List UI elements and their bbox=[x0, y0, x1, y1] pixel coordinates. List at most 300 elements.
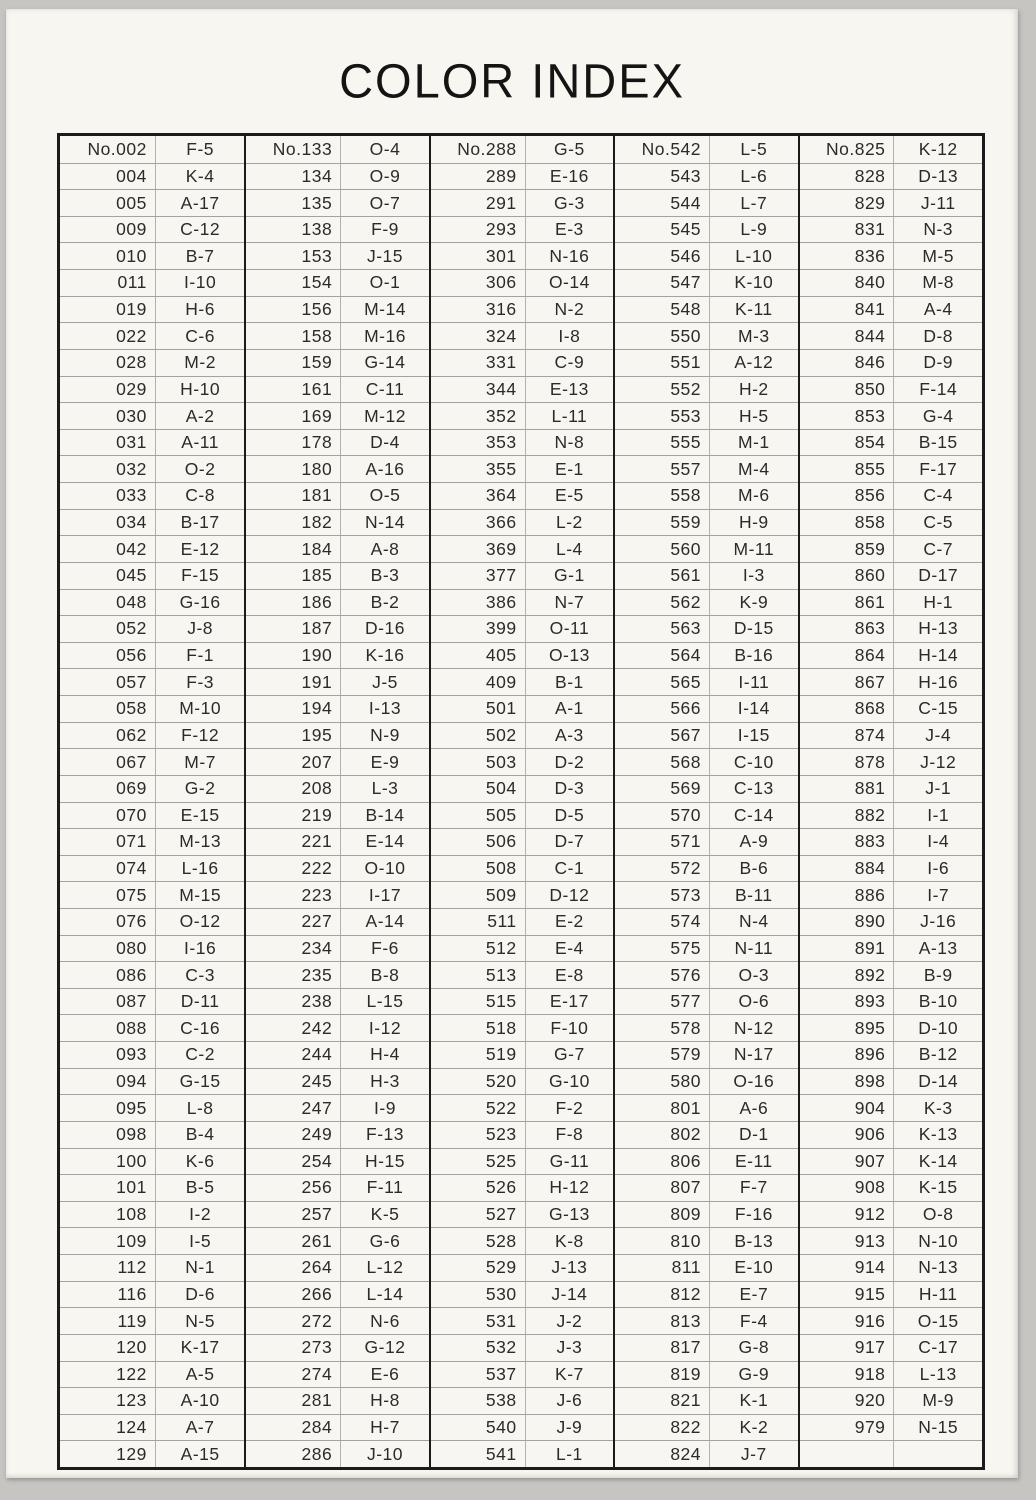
color-code-cell: D-4 bbox=[370, 432, 400, 453]
color-code-cell: K-14 bbox=[918, 1150, 958, 1171]
table-row bbox=[615, 1148, 797, 1175]
table-row bbox=[800, 695, 982, 722]
table-row bbox=[246, 935, 428, 962]
color-number-cell: 914 bbox=[800, 1255, 895, 1281]
color-code-cell: M-8 bbox=[922, 272, 955, 293]
color-code-cell: G-15 bbox=[179, 1071, 221, 1091]
color-code-cell: B-8 bbox=[370, 964, 400, 985]
color-code-cell: J-1 bbox=[925, 778, 952, 799]
color-number-cell: 353 bbox=[431, 430, 526, 456]
color-number-cell: 405 bbox=[431, 643, 526, 669]
color-number-cell: 005 bbox=[60, 190, 156, 216]
table-row bbox=[246, 961, 428, 988]
table-row bbox=[60, 1440, 244, 1467]
color-code-cell: E-15 bbox=[180, 804, 220, 825]
table-row bbox=[431, 881, 613, 908]
color-number-cell: 135 bbox=[246, 190, 341, 216]
color-number-cell: 575 bbox=[615, 936, 710, 962]
color-code-cell: B-9 bbox=[923, 964, 953, 985]
color-code-cell: J-5 bbox=[372, 671, 398, 692]
color-code-cell: A-16 bbox=[365, 458, 405, 479]
table-row bbox=[800, 908, 982, 935]
color-code-cell: F-12 bbox=[181, 724, 220, 745]
table-row bbox=[246, 748, 428, 775]
color-code-cell: M-11 bbox=[733, 538, 775, 559]
table-row bbox=[615, 562, 797, 589]
color-number-cell: 912 bbox=[800, 1202, 895, 1228]
color-code-cell: I-7 bbox=[927, 884, 950, 905]
table-row bbox=[60, 1334, 244, 1361]
color-code-cell: G-9 bbox=[738, 1363, 770, 1384]
table-row bbox=[60, 668, 244, 695]
color-number-cell: 181 bbox=[246, 483, 341, 509]
color-code-cell: D-12 bbox=[549, 884, 590, 905]
color-code-cell: B-5 bbox=[185, 1177, 215, 1198]
table-row bbox=[615, 1014, 797, 1041]
table-row bbox=[615, 1307, 797, 1334]
color-code-cell: L-15 bbox=[366, 991, 404, 1012]
color-code-cell: C-4 bbox=[923, 485, 954, 506]
color-code-cell: N-10 bbox=[918, 1230, 959, 1251]
table-row bbox=[800, 1440, 982, 1467]
table-row bbox=[60, 855, 244, 882]
color-code-cell: F-11 bbox=[366, 1177, 404, 1198]
color-code-cell: A-12 bbox=[734, 352, 774, 373]
color-number-cell: 511 bbox=[431, 909, 526, 935]
color-number-cell: 508 bbox=[431, 856, 526, 882]
table-row bbox=[800, 535, 982, 562]
color-code-cell: O-5 bbox=[369, 485, 401, 506]
color-code-cell: C-10 bbox=[733, 751, 774, 772]
table-row bbox=[800, 136, 982, 163]
table-row bbox=[800, 1201, 982, 1228]
color-number-cell: 254 bbox=[246, 1149, 341, 1175]
color-number-cell: 886 bbox=[800, 882, 895, 908]
table-row bbox=[246, 163, 428, 190]
color-code-cell: O-1 bbox=[369, 272, 401, 293]
table-row bbox=[431, 642, 613, 669]
page-title: COLOR INDEX bbox=[339, 53, 685, 108]
color-number-cell: 100 bbox=[60, 1149, 156, 1175]
color-code-cell: B-4 bbox=[185, 1124, 215, 1145]
color-code-cell: O-4 bbox=[369, 138, 401, 159]
color-number-cell: 572 bbox=[615, 856, 710, 882]
table-row bbox=[431, 935, 613, 962]
color-code-cell: K-15 bbox=[918, 1177, 958, 1198]
table-row bbox=[246, 668, 428, 695]
color-number-cell: 859 bbox=[800, 536, 895, 562]
color-code-cell: A-1 bbox=[555, 698, 584, 719]
color-number-cell: 355 bbox=[431, 456, 526, 482]
color-number-cell: 892 bbox=[800, 962, 895, 988]
table-row bbox=[431, 189, 613, 216]
table-row bbox=[800, 881, 982, 908]
table-row bbox=[246, 1414, 428, 1441]
color-code-cell: F-9 bbox=[371, 219, 399, 240]
table-row bbox=[800, 163, 982, 190]
color-code-cell: H-12 bbox=[549, 1177, 590, 1198]
color-code-cell: B-13 bbox=[734, 1230, 774, 1251]
table-row bbox=[431, 163, 613, 190]
color-number-cell: 029 bbox=[60, 377, 156, 403]
color-number-cell: 509 bbox=[431, 882, 526, 908]
color-code-cell: B-14 bbox=[365, 804, 405, 825]
color-code-cell: A-13 bbox=[918, 937, 958, 958]
color-number-cell: 056 bbox=[60, 643, 156, 669]
color-code-cell: E-12 bbox=[180, 538, 220, 559]
color-number-cell: No.825 bbox=[800, 136, 895, 163]
table-row bbox=[615, 455, 797, 482]
color-number-cell: 019 bbox=[60, 297, 156, 323]
color-code-cell: L-4 bbox=[556, 538, 583, 559]
color-number-cell: 301 bbox=[431, 243, 526, 269]
color-code-cell: H-8 bbox=[370, 1390, 400, 1411]
color-code-cell: N-16 bbox=[549, 245, 590, 266]
color-code-cell: M-10 bbox=[179, 698, 222, 719]
color-code-cell: A-4 bbox=[923, 299, 953, 320]
table-row bbox=[246, 802, 428, 829]
color-number-cell: 867 bbox=[800, 669, 895, 695]
table-row bbox=[800, 402, 982, 429]
table-row bbox=[615, 748, 797, 775]
color-number-cell: 811 bbox=[615, 1255, 710, 1281]
color-number-cell: 858 bbox=[800, 510, 895, 536]
color-number-cell: 881 bbox=[800, 776, 895, 802]
color-code-cell: E-16 bbox=[549, 165, 589, 186]
color-code-cell: D-17 bbox=[918, 565, 959, 586]
table-row bbox=[615, 402, 797, 429]
color-number-cell: 567 bbox=[615, 723, 710, 749]
table-row bbox=[800, 748, 982, 775]
color-code-cell: O-16 bbox=[733, 1071, 775, 1091]
table-row bbox=[431, 136, 613, 163]
color-number-cell: 854 bbox=[800, 430, 895, 456]
color-code-cell: C-14 bbox=[733, 804, 774, 825]
color-number-cell: 369 bbox=[431, 536, 526, 562]
color-code-cell: K-4 bbox=[185, 165, 215, 186]
color-code-cell: M-1 bbox=[737, 432, 770, 453]
color-number-cell: 116 bbox=[60, 1282, 156, 1308]
color-code-cell bbox=[894, 1441, 982, 1467]
color-code-cell: L-16 bbox=[181, 858, 219, 879]
color-number-cell: 281 bbox=[246, 1388, 341, 1414]
color-number-cell: 810 bbox=[615, 1228, 710, 1254]
color-code-cell: O-8 bbox=[922, 1204, 954, 1225]
color-number-cell: 195 bbox=[246, 723, 341, 749]
table-row bbox=[431, 748, 613, 775]
color-number-cell: 154 bbox=[246, 270, 341, 296]
color-number-cell: 045 bbox=[60, 563, 156, 589]
table-row bbox=[800, 1281, 982, 1308]
table-row bbox=[800, 376, 982, 403]
table-row bbox=[615, 642, 797, 669]
table-row bbox=[431, 562, 613, 589]
color-code-cell: D-6 bbox=[185, 1283, 215, 1304]
color-number-cell: 913 bbox=[800, 1228, 895, 1254]
table-row bbox=[431, 615, 613, 642]
table-row bbox=[800, 775, 982, 802]
table-row bbox=[800, 642, 982, 669]
table-row bbox=[800, 1014, 982, 1041]
table-row bbox=[246, 349, 428, 376]
color-code-cell: J-12 bbox=[920, 751, 957, 772]
color-number-cell: 568 bbox=[615, 749, 710, 775]
color-number-cell: 074 bbox=[60, 856, 156, 882]
color-code-cell: N-14 bbox=[365, 511, 405, 532]
table-row bbox=[60, 296, 244, 323]
color-code-cell: E-14 bbox=[365, 831, 405, 852]
table-row bbox=[615, 269, 797, 296]
color-number-cell: 545 bbox=[615, 217, 710, 243]
table-row bbox=[800, 1254, 982, 1281]
table-row bbox=[431, 589, 613, 616]
color-number-cell: 801 bbox=[615, 1095, 710, 1121]
color-number-cell: 822 bbox=[615, 1415, 710, 1441]
color-number-cell: 883 bbox=[800, 829, 895, 855]
color-number-cell: 386 bbox=[431, 590, 526, 616]
table-row bbox=[60, 349, 244, 376]
color-number-cell: 409 bbox=[431, 669, 526, 695]
table-column-group bbox=[613, 136, 797, 1467]
color-code-cell: A-10 bbox=[180, 1390, 220, 1411]
color-number-cell: 530 bbox=[431, 1282, 526, 1308]
table-row bbox=[800, 722, 982, 749]
color-code-cell: N-11 bbox=[734, 937, 774, 958]
color-number-cell: 893 bbox=[800, 989, 895, 1015]
table-row bbox=[60, 802, 244, 829]
table-row bbox=[431, 1361, 613, 1388]
color-number-cell: 821 bbox=[615, 1388, 710, 1414]
color-number-cell: 501 bbox=[431, 696, 526, 722]
color-code-cell: K-3 bbox=[923, 1097, 953, 1118]
color-code-cell: G-16 bbox=[179, 591, 221, 612]
color-number-cell: 856 bbox=[800, 483, 895, 509]
table-row bbox=[60, 748, 244, 775]
table-row bbox=[246, 216, 428, 243]
color-code-cell: H-1 bbox=[923, 591, 954, 612]
color-number-cell: 138 bbox=[246, 217, 341, 243]
color-code-cell: E-11 bbox=[734, 1150, 773, 1171]
color-number-cell: 563 bbox=[615, 616, 710, 642]
color-code-cell: A-11 bbox=[181, 432, 219, 453]
color-code-cell: L-13 bbox=[919, 1363, 957, 1384]
color-number-cell: 033 bbox=[60, 483, 156, 509]
table-row bbox=[800, 935, 982, 962]
color-number-cell: 891 bbox=[800, 936, 895, 962]
color-number-cell: 070 bbox=[60, 803, 156, 829]
table-column-group bbox=[798, 136, 982, 1467]
table-row bbox=[60, 1148, 244, 1175]
table-row bbox=[431, 482, 613, 509]
color-number-cell: 882 bbox=[800, 803, 895, 829]
table-row bbox=[615, 1361, 797, 1388]
color-number-cell: 528 bbox=[431, 1228, 526, 1254]
color-number-cell: 515 bbox=[431, 989, 526, 1015]
table-row bbox=[431, 1014, 613, 1041]
color-number-cell: 531 bbox=[431, 1308, 526, 1334]
table-column-group bbox=[60, 136, 244, 1467]
table-row bbox=[246, 296, 428, 323]
table-row bbox=[615, 961, 797, 988]
table-row bbox=[60, 935, 244, 962]
color-code-cell: F-3 bbox=[186, 671, 214, 692]
color-number-cell: 011 bbox=[60, 270, 156, 296]
color-code-cell: O-9 bbox=[369, 165, 401, 186]
table-row bbox=[615, 615, 797, 642]
color-code-cell: O-11 bbox=[549, 618, 590, 639]
table-row bbox=[246, 615, 428, 642]
table-row bbox=[246, 1440, 428, 1467]
table-row bbox=[246, 855, 428, 882]
table-row bbox=[60, 455, 244, 482]
color-code-cell: C-16 bbox=[180, 1017, 221, 1038]
color-number-cell: 009 bbox=[60, 217, 156, 243]
color-code-cell: D-2 bbox=[554, 751, 585, 772]
color-code-cell: B-12 bbox=[918, 1044, 958, 1065]
color-number-cell: 502 bbox=[431, 723, 526, 749]
color-number-cell: 223 bbox=[246, 882, 341, 908]
color-number-cell: 579 bbox=[615, 1042, 710, 1068]
table-row bbox=[431, 376, 613, 403]
color-number-cell: 182 bbox=[246, 510, 341, 536]
table-row bbox=[60, 695, 244, 722]
color-number-cell: 095 bbox=[60, 1095, 156, 1121]
color-code-cell: B-6 bbox=[739, 858, 769, 879]
color-number-cell: 540 bbox=[431, 1415, 526, 1441]
color-number-cell: 806 bbox=[615, 1149, 710, 1175]
table-row bbox=[615, 908, 797, 935]
color-code-cell: H-5 bbox=[738, 405, 769, 426]
color-number-cell: 532 bbox=[431, 1335, 526, 1361]
color-number-cell: 194 bbox=[246, 696, 341, 722]
color-number-cell: 812 bbox=[615, 1282, 710, 1308]
table-row bbox=[431, 216, 613, 243]
color-code-cell: J-16 bbox=[920, 911, 957, 932]
color-number-cell: 238 bbox=[246, 989, 341, 1015]
color-number-cell: 828 bbox=[800, 164, 895, 190]
color-number-cell: 813 bbox=[615, 1308, 710, 1334]
table-row bbox=[60, 589, 244, 616]
color-number-cell: 836 bbox=[800, 243, 895, 269]
color-code-cell: H-16 bbox=[918, 671, 959, 692]
color-code-cell: M-15 bbox=[179, 884, 222, 905]
color-number-cell: 086 bbox=[60, 962, 156, 988]
color-code-cell: J-8 bbox=[187, 618, 214, 639]
table-row bbox=[800, 1068, 982, 1095]
color-number-cell: 559 bbox=[615, 510, 710, 536]
table-row bbox=[246, 1227, 428, 1254]
color-code-cell: O-2 bbox=[184, 458, 216, 479]
color-code-cell: J-9 bbox=[556, 1417, 583, 1438]
color-code-cell: F-1 bbox=[186, 645, 214, 666]
color-number-cell: 159 bbox=[246, 350, 341, 376]
color-code-cell: L-5 bbox=[740, 138, 768, 159]
color-code-cell: D-8 bbox=[923, 325, 954, 346]
color-code-cell: N-3 bbox=[923, 219, 954, 240]
color-number-cell: 895 bbox=[800, 1015, 895, 1041]
color-code-cell: H-4 bbox=[370, 1044, 400, 1065]
color-code-cell: B-11 bbox=[734, 884, 773, 905]
color-code-cell: L-1 bbox=[556, 1443, 583, 1464]
table-row bbox=[800, 296, 982, 323]
table-row bbox=[60, 562, 244, 589]
color-number-cell: 840 bbox=[800, 270, 895, 296]
table-row bbox=[615, 1174, 797, 1201]
color-number-cell: 890 bbox=[800, 909, 895, 935]
color-number-cell: 123 bbox=[60, 1388, 156, 1414]
color-number-cell: 184 bbox=[246, 536, 341, 562]
table-row bbox=[800, 1227, 982, 1254]
color-code-cell: I-16 bbox=[184, 937, 217, 958]
color-number-cell: 548 bbox=[615, 297, 710, 323]
color-code-cell: G-12 bbox=[364, 1337, 406, 1358]
color-code-cell: C-7 bbox=[923, 538, 954, 559]
color-number-cell: 399 bbox=[431, 616, 526, 642]
color-code-cell: H-11 bbox=[918, 1283, 958, 1304]
color-code-cell: G-13 bbox=[548, 1204, 590, 1225]
color-code-cell: I-3 bbox=[742, 565, 765, 586]
color-code-cell: F-14 bbox=[919, 378, 958, 399]
color-code-cell: M-7 bbox=[184, 751, 216, 772]
table-row bbox=[615, 775, 797, 802]
color-number-cell: 522 bbox=[431, 1095, 526, 1121]
color-number-cell: 377 bbox=[431, 563, 526, 589]
color-code-cell: I-2 bbox=[189, 1204, 212, 1225]
color-number-cell: 555 bbox=[615, 430, 710, 456]
table-row bbox=[615, 1201, 797, 1228]
color-code-cell: I-12 bbox=[368, 1017, 402, 1038]
color-number-cell: 235 bbox=[246, 962, 341, 988]
color-code-cell: C-9 bbox=[554, 352, 585, 373]
color-number-cell: 067 bbox=[60, 749, 156, 775]
color-number-cell: 525 bbox=[431, 1149, 526, 1175]
color-number-cell: 186 bbox=[246, 590, 341, 616]
color-code-cell: N-12 bbox=[733, 1017, 774, 1038]
table-row bbox=[60, 1307, 244, 1334]
color-code-cell: A-17 bbox=[180, 192, 220, 213]
color-number-cell: 884 bbox=[800, 856, 895, 882]
color-number-cell: 551 bbox=[615, 350, 710, 376]
color-number-cell: 122 bbox=[60, 1362, 156, 1388]
table-row bbox=[246, 828, 428, 855]
color-number-cell: 518 bbox=[431, 1015, 526, 1041]
table-row bbox=[431, 908, 613, 935]
color-number-cell: 028 bbox=[60, 350, 156, 376]
color-number-cell: 245 bbox=[246, 1069, 341, 1095]
color-code-cell: I-13 bbox=[368, 698, 402, 719]
table-row bbox=[60, 988, 244, 1015]
table-row bbox=[60, 775, 244, 802]
table-row bbox=[431, 1414, 613, 1441]
color-code-cell: E-1 bbox=[555, 458, 584, 479]
color-code-cell: N-7 bbox=[554, 591, 585, 612]
color-number-cell: 513 bbox=[431, 962, 526, 988]
color-number-cell: 566 bbox=[615, 696, 710, 722]
table-row bbox=[615, 349, 797, 376]
table-row bbox=[615, 1227, 797, 1254]
color-number-cell: 124 bbox=[60, 1415, 156, 1441]
table-row bbox=[246, 535, 428, 562]
color-number-cell bbox=[800, 1441, 895, 1467]
color-code-cell: O-13 bbox=[548, 645, 590, 666]
table-row bbox=[615, 828, 797, 855]
color-code-cell: F-10 bbox=[550, 1017, 589, 1038]
color-number-cell: 257 bbox=[246, 1202, 341, 1228]
color-number-cell: 906 bbox=[800, 1122, 895, 1148]
color-code-cell: J-13 bbox=[551, 1257, 588, 1278]
color-number-cell: 080 bbox=[60, 936, 156, 962]
color-number-cell: 185 bbox=[246, 563, 341, 589]
